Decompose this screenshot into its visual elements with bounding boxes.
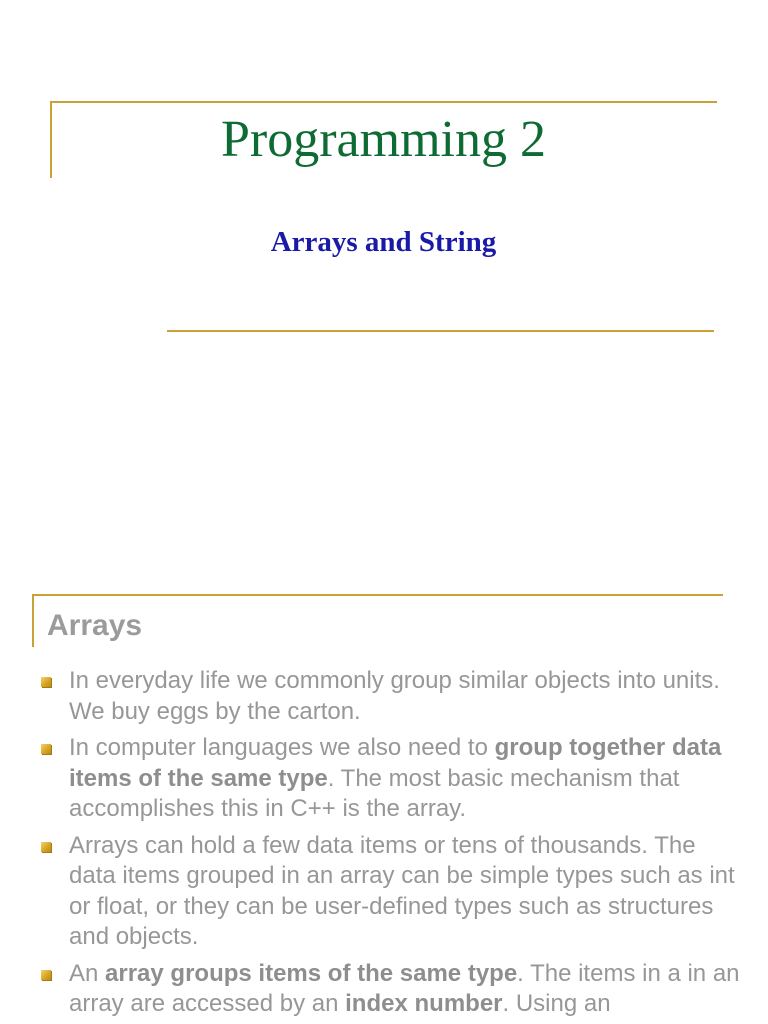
title-bottom-rule — [167, 330, 714, 332]
bullet-text: . The items in a in an array are accessed by an — [69, 959, 740, 1017]
heading-top-rule — [32, 594, 723, 596]
bullet-text: In computer languages we also need to — [69, 734, 495, 761]
bullet-square-icon — [41, 677, 51, 687]
slide-heading: Arrays — [47, 609, 143, 642]
bullet-item — [40, 666, 740, 727]
bullet-text-bold: array groups items of the same type — [105, 959, 518, 987]
bullet-square-icon — [41, 842, 51, 852]
bullet-square-icon — [41, 970, 51, 980]
bullet-text: An — [69, 959, 106, 987]
bullet-item — [40, 831, 740, 953]
heading-left-rule — [32, 595, 34, 647]
slide-title: Programming 2 — [221, 111, 546, 168]
bullet-square-icon — [41, 744, 51, 754]
title-top-rule — [50, 101, 717, 103]
bullet-item — [40, 959, 740, 1020]
bullet-text-bold: index number — [345, 990, 503, 1017]
bullet-text-bold: group together data items of the same type — [69, 734, 722, 792]
bullet-list — [40, 666, 740, 1024]
bullet-text: . The most basic mechanism that accomplishes this in C++ is the array. — [69, 764, 680, 822]
bullet-text: Arrays can hold a few data items or tens of thousands. The data items grouped in an array can be simple types such as int or float, or they can be user-defined types such as structures and objects. — [69, 831, 735, 950]
bullet-text: . Using an — [502, 990, 611, 1017]
bullet-item — [40, 733, 740, 825]
slide-subtitle: Arrays and String — [270, 226, 497, 258]
bullet-text: In everyday life we commonly group similar objects into units. We buy eggs by the carton. — [69, 667, 720, 725]
